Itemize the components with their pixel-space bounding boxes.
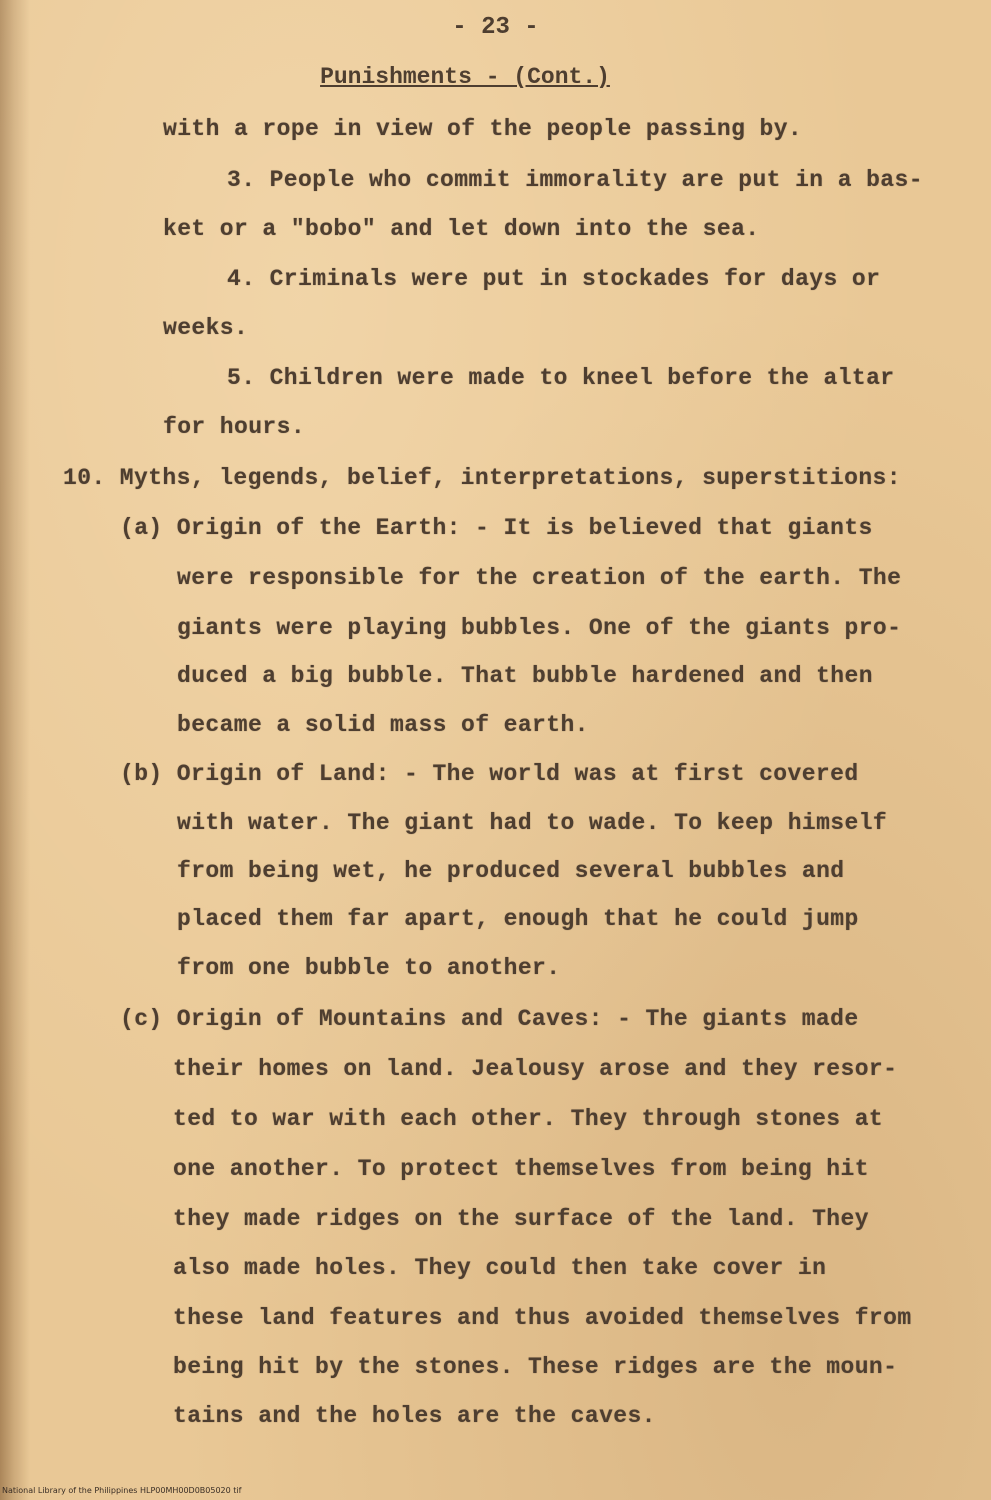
text-line: became a solid mass of earth.: [177, 712, 589, 738]
text-line: being hit by the stones. These ridges are the moun-: [173, 1354, 898, 1380]
text-line: their homes on land. Jealousy arose and they resor-: [173, 1056, 898, 1082]
text-line: one another. To protect themselves from being hit: [173, 1156, 869, 1182]
text-line: tains and the holes are the caves.: [173, 1403, 656, 1429]
text-line: also made holes. They could then take cover in: [173, 1255, 827, 1281]
text-line: from one bubble to another.: [177, 955, 561, 981]
text-line: ket or a "bobo" and let down into the sea.: [163, 216, 760, 242]
text-line: these land features and thus avoided themselves from: [173, 1305, 912, 1331]
text-line: weeks.: [163, 315, 249, 341]
text-line: 5. Children were made to kneel before the altar: [227, 365, 895, 391]
text-line: 3. People who commit immorality are put in a bas-: [227, 167, 923, 193]
text-line: duced a big bubble. That bubble hardened and then: [177, 663, 873, 689]
section-heading: Punishments - (Cont.): [320, 64, 610, 90]
text-line: with a rope in view of the people passing by.: [163, 116, 803, 142]
text-line: they made ridges on the surface of the land. They: [173, 1206, 869, 1232]
text-line: (c) Origin of Mountains and Caves: - The giants made: [120, 1006, 859, 1032]
text-line: giants were playing bubbles. One of the giants pro-: [177, 615, 902, 641]
text-line: placed them far apart, enough that he could jump: [177, 906, 859, 932]
text-line: (b) Origin of Land: - The world was at first covered: [120, 761, 859, 787]
page-number: - 23 -: [452, 14, 539, 41]
text-line: with water. The giant had to wade. To keep himself: [177, 810, 888, 836]
text-line: were responsible for the creation of the earth. The: [177, 565, 902, 591]
text-line: 4. Criminals were put in stockades for days or: [227, 266, 881, 292]
section-heading-myths: 10. Myths, legends, belief, interpretations, superstitions:: [63, 465, 901, 491]
text-line: (a) Origin of the Earth: - It is believed that giants: [120, 515, 873, 541]
text-line: from being wet, he produced several bubbles and: [177, 858, 845, 884]
text-line: ted to war with each other. They through stones at: [173, 1106, 884, 1132]
archive-footer: National Library of the Philippines HLP00MH00D0B05020 tif: [2, 1486, 242, 1495]
text-line: for hours.: [163, 414, 306, 440]
